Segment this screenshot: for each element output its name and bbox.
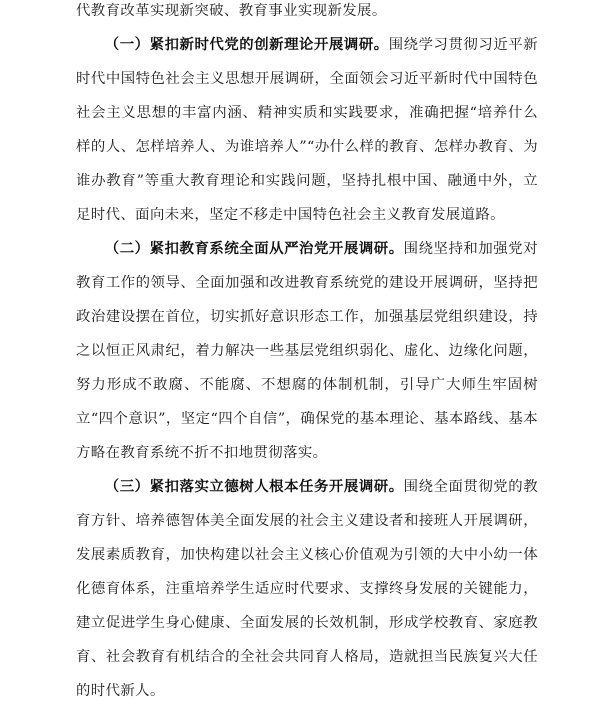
paragraph-section-1 [76,28,538,232]
section-heading-1: （一）紧扣新时代党的创新理论开展调研。 [104,36,389,53]
section-body-1: 围绕学习贯彻习近平新时代中国特色社会主义思想开展调研，全面领会习近平新时代中国特色社会主义思想的丰富内涵、精神实质和实践要求，准确把握“培养什么样的人、怎样培养人、为谁培养人”“办什么样的教育、怎样办教育、为谁办教育”等重大教育理论和实践问题，坚持扎根中国、融通中外，立足时代、面向未来，坚定不移走中国特色社会主义教育发展道路。 [76,37,538,223]
section-body-2: 围绕坚持和加强党对教育工作的领导、全面加强和改进教育系统党的建设开展调研，坚持把政治建设摆在首位，切实抓好意识形态工作，加强基层党组织建设，持之以恒正风肃纪，着力解决一些基层党组织弱化、虚化、边缘化问题，努力形成不敢腐、不能腐、不想腐的体制机制，引导广大师生牢固树立“四个意识”，坚定“四个自信”，确保党的基本理论、基本路线、基本方略在教育系统不折不扣地贯彻落实。 [76,241,538,461]
paragraph-intro-continuation [76,0,538,28]
paragraph-section-2 [76,232,538,470]
paragraph-section-3 [76,470,538,708]
section-heading-3: （三）紧扣落实立德树人根本任务开展调研。 [104,478,404,495]
paragraph-body: 代教育改革实现新突破、教育事业实现新发展。 [76,3,387,19]
section-body-3: 围绕全面贯彻党的教育方针、培养德智体美全面发展的社会主义建设者和接班人开展调研，发展素质教育，加快构建以社会主义核心价值观为引领的大中小幼一体化德育体系，注重培养学生适应时代要求、支撑终身发展的关键能力，建立促进学生身心健康、全面发展的长效机制，形成学校教育、家庭教育、社会教育有机结合的全社会共同育人格局，造就担当民族复兴大任的时代新人。 [76,479,538,699]
section-heading-2: （二）紧扣教育系统全面从严治党开展调研。 [104,240,404,257]
document-body [76,0,538,708]
